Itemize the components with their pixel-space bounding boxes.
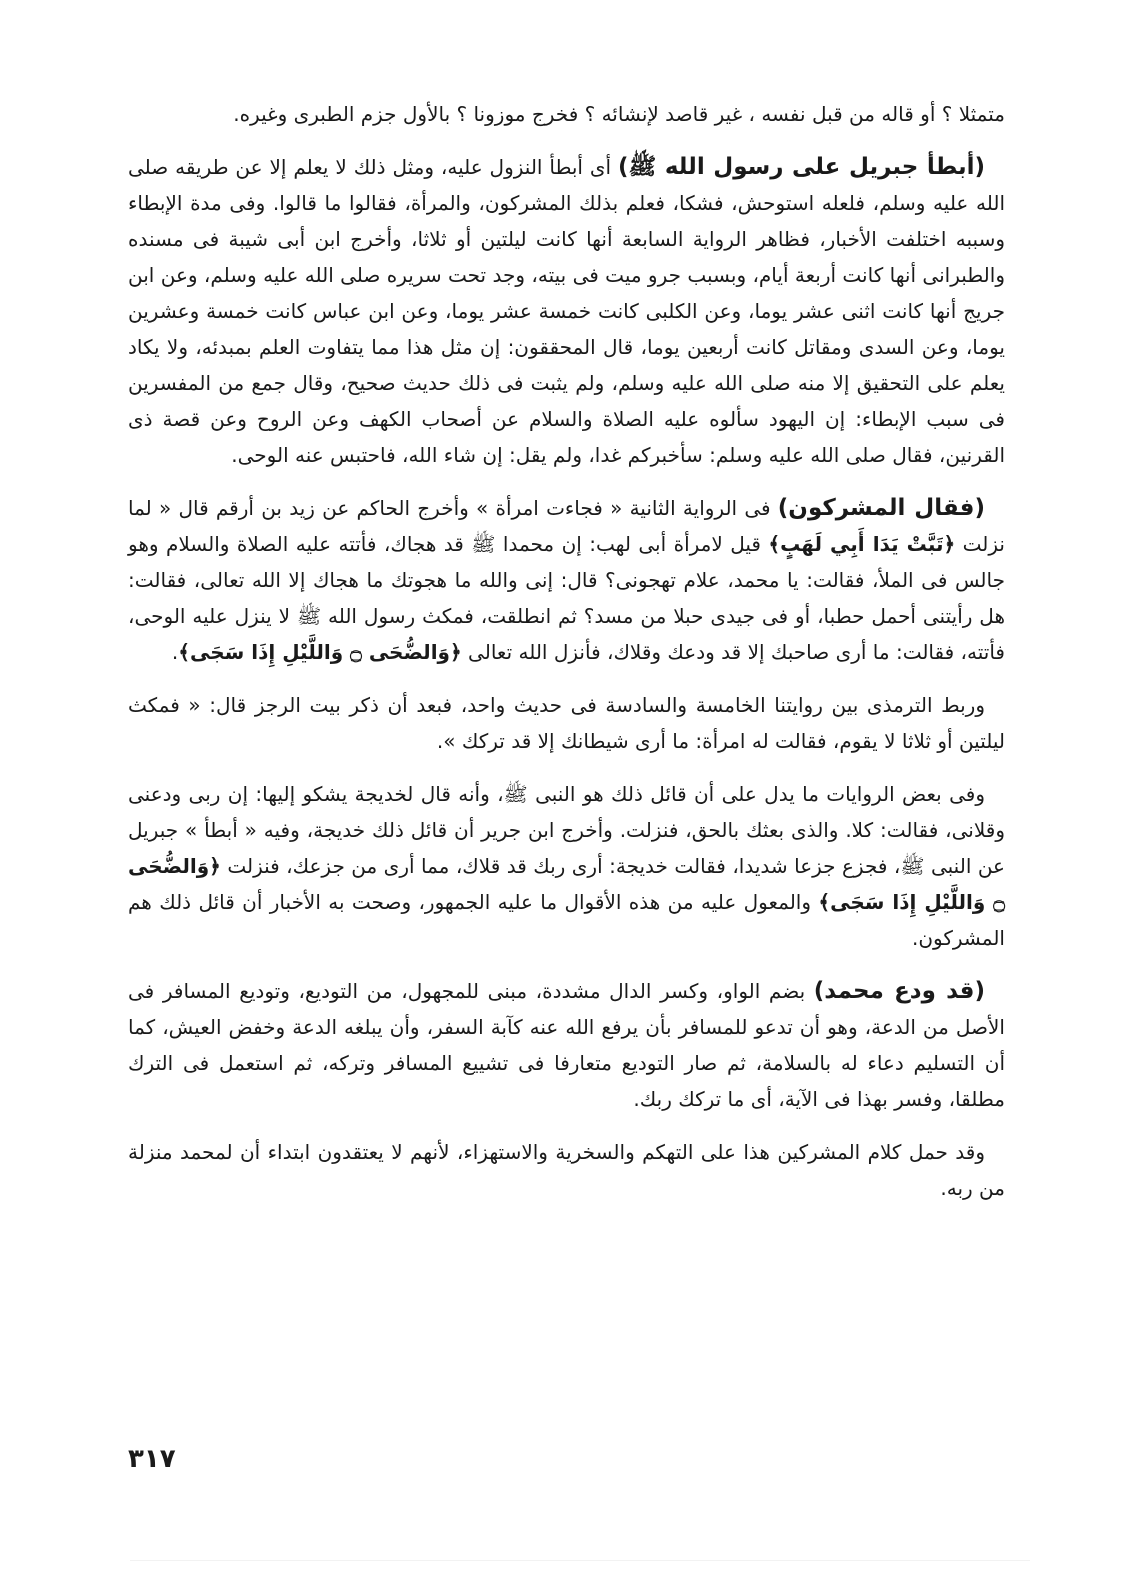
page-edge-divider	[130, 1560, 1030, 1561]
paragraph-text: وربط الترمذى بين روايتنا الخامسة والسادسة فى حديث واحد، فبعد أن ذكر بيت الرجز قال: « فمكث ليلتين أو ثلاثا لا يقوم، فقالت له امرأة: ما أرى شيطانك إلا قد تركك ».	[128, 693, 1005, 753]
paragraph-2	[128, 149, 1005, 473]
section-heading: (أبطأ جبريل على رسول الله ﷺ)	[618, 154, 986, 180]
page-number: ٣١٧	[128, 1444, 176, 1474]
quran-verse: ﴿تَبَّتْ يَدَا أَبِي لَهَبٍ﴾	[768, 532, 956, 556]
paragraph-3	[128, 490, 1005, 670]
quran-verse: ﴿وَالضُّحَى ۝ وَاللَّيْلِ إِذَا سَجَى﴾	[128, 854, 1005, 914]
page-body	[128, 96, 1005, 1223]
quran-verse: ﴿وَالضُّحَى ۝ وَاللَّيْلِ إِذَا سَجَى﴾	[178, 640, 462, 664]
paragraph-4	[128, 687, 1005, 759]
paragraph-text: وقد حمل كلام المشركين هذا على التهكم والسخرية والاستهزاء، لأنهم لا يعتقدون ابتداء أن لمحمد منزلة من ربه.	[128, 1140, 1005, 1200]
paragraph-text: .	[171, 640, 179, 664]
paragraph-text: وفى بعض الروايات ما يدل على أن قائل ذلك هو النبى ﷺ، وأنه قال لخديجة يشكو إليها: إن ربى ودعنى وقلانى، فقالت: كلا. والذى بعثك بالحق، فنزلت. وأخرج ابن جرير أن قائل ذلك خديجة، وفيه « أبطأ » جبريل عن النبى ﷺ، فجزع جزعا شديدا، فقالت خديجة: أرى ربك قد قلاك، مما أرى من جزعك، فنزلت	[128, 782, 1005, 878]
paragraph-6	[128, 973, 1005, 1117]
paragraph-5	[128, 776, 1005, 956]
paragraph-7	[128, 1134, 1005, 1206]
paragraph-text: متمثلا ؟ أو قاله من قبل نفسه ، غير قاصد لإنشائه ؟ فخرج موزونا ؟ بالأول جزم الطبرى وغيره.	[233, 102, 1005, 126]
paragraph-text: أى أبطأ النزول عليه، ومثل ذلك لا يعلم إلا عن طريقه صلى الله عليه وسلم، فلعله استوحش، فشكا، فعلم بذلك المشركون، والمرأة، فقالوا ما قالوا. وفى مدة الإبطاء وسببه اختلفت الأخبار، فظاهر الرواية السابعة أنها كانت ليلتين أو ثلاثا، وأخرج ابن أبى شيبة فى مسنده والطبرانى أنها كانت أربعة أيام، وبسبب جرو ميت فى بيته، وجد تحت سريره صلى الله عليه وسلم، وعن ابن جريج أنها كانت اثنى عشر يوما، وعن الكلبى كانت خمسة عشر يوما، وعن ابن عباس كانت خمسة وعشرين يوما، وعن السدى ومقاتل كانت أربعين يوما، قال المحققون: إن مثل هذا مما يتفاوت العلم بمبدئه، ولا يكاد يعلم على التحقيق إلا منه صلى الله عليه وسلم، ولم يثبت فى ذلك حديث صحيح، وقال جمع من المفسرين فى سبب الإبطاء: إن اليهود سألوه عليه الصلاة والسلام عن أصحاب الكهف وعن الروح وعن قصة ذى القرنين، فقال صلى الله عليه وسلم: سأخبركم غدا، ولم يقل: إن شاء الله، فاحتبس عنه الوحى.	[128, 155, 1005, 467]
paragraph-text: قيل لامرأة أبى لهب: إن محمدا ﷺ قد هجاك، فأتته عليه الصلاة والسلام وهو جالس فى الملأ، فقالت: يا محمد، علام تهجونى؟ قال: إنى والله ما هجوتك ما هجاك إلا الله تعالى، فقالت: هل رأيتنى أحمل حطبا، أو فى جيدى حبلا من مسد؟ ثم انطلقت، فمكث رسول الله ﷺ لا ينزل عليه الوحى، فأتته، فقالت: ما أرى صاحبك إلا قد ودعك وقلاك، فأنزل الله تعالى	[128, 532, 1005, 664]
paragraph-1	[128, 96, 1005, 132]
paragraph-text: بضم الواو، وكسر الدال مشددة، مبنى للمجهول، من التوديع، وتوديع المسافر فى الأصل من الدعة، وهو أن تدعو للمسافر بأن يرفع الله عنه كآبة السفر، وأن يبلغه الدعة وخفض العيش، كما أن التسليم دعاء له بالسلامة، ثم صار التوديع متعارفا فى تشييع المسافر وتركه، ثم استعمل فى الترك مطلقا، وفسر بهذا فى الآية، أى ما تركك ربك.	[128, 979, 1005, 1111]
section-heading: (قد ودع محمد)	[813, 978, 986, 1004]
section-heading: (فقال المشركون)	[777, 495, 985, 521]
paragraph-text: والمعول عليه من هذه الأقوال ما عليه الجمهور، وصحت به الأخبار أن قائل ذلك هم المشركون.	[128, 890, 1005, 950]
paragraph-text: فى الرواية الثانية « فجاءت امرأة » وأخرج الحاكم عن زيد بن أرقم قال « لما نزلت	[128, 496, 1005, 556]
